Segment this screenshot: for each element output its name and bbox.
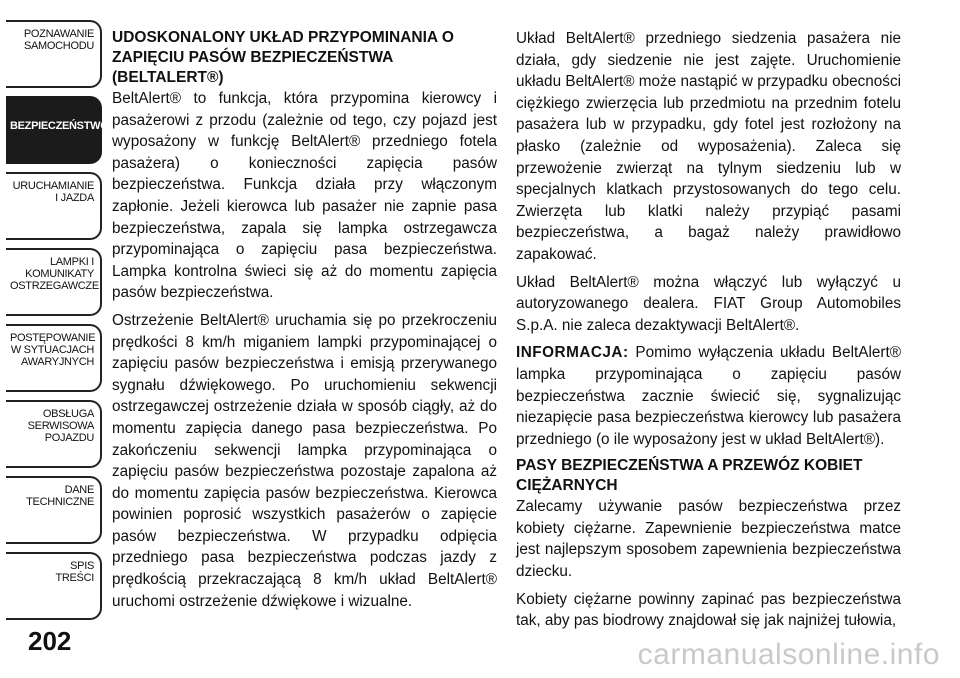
tab-spis-tresci[interactable]	[6, 552, 102, 620]
paragraph: Układ BeltAlert® można włączyć lub wyłączyć u autoryzowanego dealera. FIAT Group Automobiles S.p.A. nie zaleca dezaktywacji BeltAlert®.	[516, 273, 901, 334]
tab-label-line: POSTĘPOWANIE	[10, 332, 96, 344]
tab-lampki-i-komunikaty[interactable]	[6, 248, 102, 316]
tab-poznawanie-samochodu[interactable]	[6, 20, 102, 88]
tab-label-line: POJAZDU	[44, 432, 94, 444]
tab-label-line: I JAZDA	[55, 192, 94, 204]
tab-label-line: LAMPKI I	[49, 256, 94, 268]
section-heading-beltalert: UDOSKONALONY UKŁAD PRZYPOMINANIA O ZAPIĘCIU PASÓW BEZPIECZEŃSTWA (BELTALERT®)	[112, 29, 454, 86]
page-number: 202	[28, 626, 72, 656]
tab-bezpieczenstwo[interactable]	[6, 96, 109, 164]
tab-postepowanie-awaryjne[interactable]	[6, 324, 102, 392]
paragraph: BeltAlert® to funkcja, która przypomina kierowcy i pasażerowi z przodu (zależnie od tego, czy pojazd jest wyposażony w funkcję BeltAlert® przedniego fotela pasażera) o konieczności zapięcia pasów bezpieczeństwa. Funkcja działa przy włączonym zapłonie. Jeżeli kierowca lub pasażer nie zapnie pasa bezpieczeństwa, zapala się lampka ostrzegawcza przypominająca o zapięciu pasa bezpieczeństwa. Lampka kontrolna świeci się aż do momentu zapięcia pasów bezpieczeństwa.	[112, 90, 497, 302]
tab-label-line: SPIS	[70, 560, 94, 572]
paragraph: Ostrzeżenie BeltAlert® uruchamia się po przekroczeniu prędkości 8 km/h miganiem lampki przypominającej o zapięciu pasów bezpieczeństwa i emisją przerywanego sygnału dźwiękowego. Po uruchomieniu sekwencji ostrzegawczej ostrzeżenie działa w sposób ciągły, aż do momentu zapięcia danego pasa bezpieczeństwa. Po zakończeniu sekwencji lampka przypominająca o zapięciu pasów bezpieczeństwa pozostaje zapalona aż do momentu zapięcia pasów bezpieczeństwa. Kierowca powinien poprosić wszystkich pasażerów o zapięcie pasów bezpieczeństwa. W przypadku odpięcia przedniego pasa bezpieczeństwa podczas jazdy z prędkością przekraczającą 8 km/h układ BeltAlert® uruchomi ostrzeżenie dźwiękowe i wizualne.	[112, 311, 497, 610]
tab-label-line: AWARYJNYCH	[21, 356, 94, 368]
tab-label-line: DANE	[64, 484, 94, 496]
tab-uruchamianie-i-jazda[interactable]	[6, 172, 102, 240]
tab-label-line: OBSŁUGA	[42, 408, 94, 420]
paragraph: Zalecamy używanie pasów bezpieczeństwa przez kobiety ciężarne. Zapewnienie bezpieczeństwa matce jest najlepszym sposobem zapewnienia bezpieczeństwa dziecku.	[516, 498, 901, 581]
section-heading-pregnant: PASY BEZPIECZEŃSTWA A PRZEWÓZ KOBIET CIĘŻARNYCH	[516, 457, 863, 495]
tab-label-line: URUCHAMIANIE	[12, 180, 94, 192]
tab-label-line: POZNAWANIE	[23, 28, 94, 40]
tab-label-line: KOMUNIKATY	[25, 268, 94, 280]
paragraph: Układ BeltAlert® przedniego siedzenia pasażera nie działa, gdy siedzenie nie jest zajęte. Uruchomienie układu BeltAlert® może nastąpić w przypadku obecności ciężkiego zwierzęcia lub przedmiotu na przednim fotelu pasażera lub w przypadku, gdy fotel jest rozłożony na płasko (zależnie od wyposażenia). Zaleca się przewożenie zwierząt na tylnym siedzeniu lub w specjalnych klatkach przystosowanych do tego celu. Zwierzęta lub klatki należy przypiąć pasami bezpieczeństwa, a bagaż należy prawidłowo zapakować.	[516, 30, 901, 263]
info-text: Pomimo wyłączenia układu BeltAlert® lampka przypominająca o zapięciu pasów bezpieczeństwa zacznie świecić się, sygnalizując niezapięcie pasa bezpieczeństwa kierowcy lub pasażera przedniego (o ile wyposażony jest w układ BeltAlert®).	[516, 344, 901, 448]
tab-label-line: OSTRZEGAWCZE	[10, 280, 99, 292]
info-label: INFORMACJA:	[516, 344, 629, 362]
tab-label-line: SERWISOWA	[27, 420, 94, 432]
left-column	[112, 28, 497, 618]
tab-label-line: W SYTUACJACH	[10, 344, 94, 356]
tab-label-line: TREŚCI	[55, 572, 94, 584]
tab-obsluga-serwisowa[interactable]	[6, 400, 102, 468]
tab-label-line: TECHNICZNE	[26, 496, 94, 508]
paragraph: Kobiety ciężarne powinny zapinać pas bezpieczeństwa tak, aby pas biodrowy znajdował się jak najniżej tułowia,	[516, 590, 901, 630]
tab-label-line: SAMOCHODU	[23, 40, 94, 52]
right-column	[516, 28, 901, 638]
info-note	[516, 342, 901, 450]
watermark: carmanualsonline.info	[637, 638, 940, 671]
tab-label-line: BEZPIECZEŃSTWO	[10, 120, 109, 132]
tab-dane-techniczne[interactable]	[6, 476, 102, 544]
